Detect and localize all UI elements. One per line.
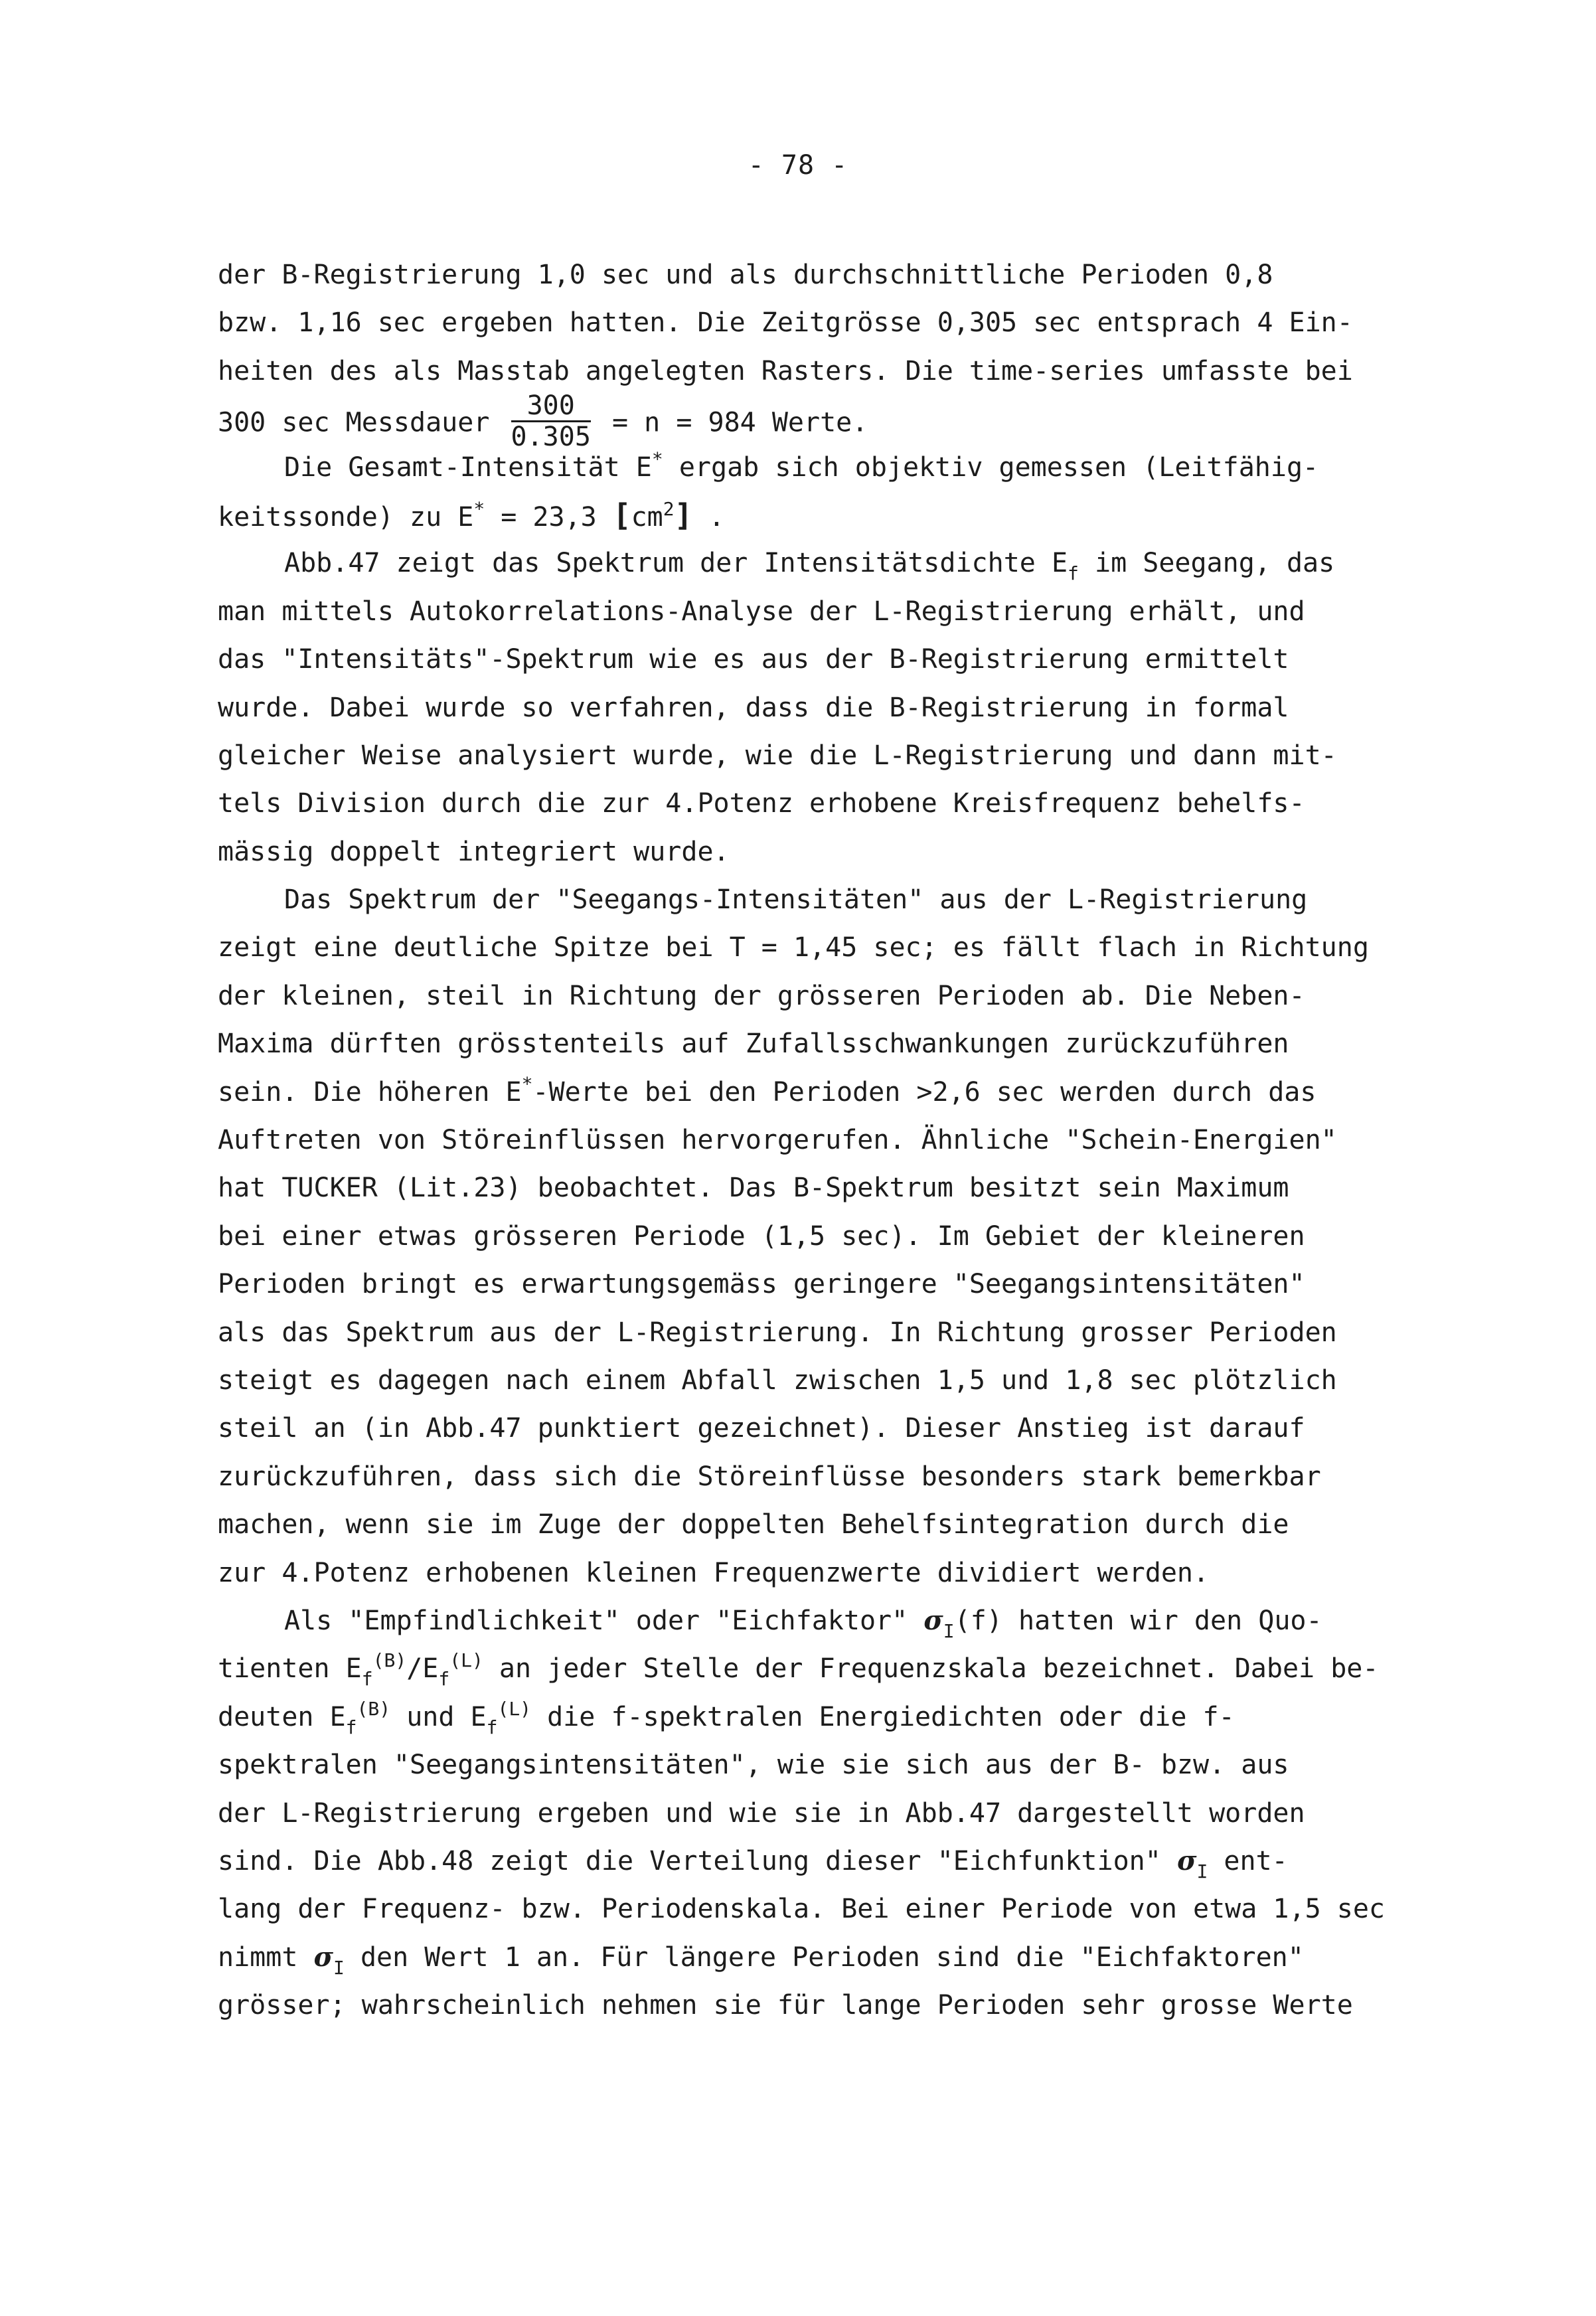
text-line: mässig doppelt integriert wurde.	[218, 836, 730, 867]
text-line: Abb.47 zeigt das Spektrum der Intensitätsdichte $E_f$ im Seegang, das	[284, 548, 1335, 585]
superscript-square: 2	[663, 497, 675, 520]
text-line: der kleinen, steil in Richtung der grösseren Perioden ab. Die Neben-	[218, 980, 1305, 1011]
text-line: sind. Die Abb.48 zeigt die Verteilung dieser "Eichfunktion" $\sigma_I$ ent-	[218, 1845, 1288, 1882]
superscript-star: *	[473, 497, 485, 520]
fraction	[511, 390, 591, 453]
text-line: zur 4.Potenz erhobenen kleinen Frequenzwerte dividiert werden.	[218, 1557, 1210, 1588]
body-text	[218, 251, 1479, 2029]
text-line: bei einer etwas grösseren Periode (1,5 sec). Im Gebiet der kleineren	[218, 1220, 1305, 1252]
text-line: lang der Frequenz- bzw. Periodenskala. Bei einer Periode von etwa 1,5 sec	[218, 1894, 1385, 1925]
text-line: tels Division durch die zur 4.Potenz erhobene Kreisfrequenz behelfs-	[218, 788, 1305, 819]
text-line: spektralen "Seegangsintensitäten", wie sie sich aus der B- bzw. aus	[218, 1750, 1289, 1781]
text-line: Die Gesamt-Intensität E* ergab sich objektiv gemessen (Leitfähig-	[284, 448, 1319, 483]
text-line: bzw. 1,16 sec ergeben hatten. Die Zeitgrösse 0,305 sec entsprach 4 Ein-	[218, 307, 1353, 339]
text-line: keitssonde) zu E* = 23,3 $[cm^2]$ .	[218, 497, 725, 533]
text-line: Maxima dürften grösstenteils auf Zufallsschwankungen zurückzuführen	[218, 1029, 1289, 1060]
subscript-f: f	[1068, 562, 1079, 585]
sigma-symbol: σ	[313, 1941, 334, 1973]
text-line: Perioden bringt es erwartungsgemäss geringere "Seegangsintensitäten"	[218, 1269, 1305, 1300]
text-line: wurde. Dabei wurde so verfahren, dass die B-Registrierung in formal	[218, 692, 1289, 723]
sigma-symbol: σ	[923, 1604, 943, 1636]
text-line: zurückzuführen, dass sich die Störeinflüsse besonders stark bemerkbar	[218, 1461, 1321, 1492]
superscript-star: *	[521, 1072, 533, 1095]
superscript-star: *	[651, 448, 663, 470]
bracket-close: ]	[674, 497, 693, 533]
text-line: steil an (in Abb.47 punktiert gezeichnet). Dieser Anstieg ist darauf	[218, 1413, 1305, 1444]
page-number: - 78 -	[748, 150, 848, 181]
text-line: gleicher Weise analysiert wurde, wie die L-Registrierung und dann mit-	[218, 740, 1337, 771]
bracket-open: [	[612, 497, 631, 533]
text-line: Als "Empfindlichkeit" oder "Eichfaktor" $\sigma_I(f)$ hatten wir den Quo-	[284, 1604, 1322, 1642]
text-line: nimmt $\sigma_I$ den Wert 1 an. Für längere Perioden sind die "Eichfaktoren"	[218, 1941, 1304, 1979]
text-line: Das Spektrum der "Seegangs-Intensitäten" aus der L-Registrierung	[284, 884, 1308, 916]
text-line: der B-Registrierung 1,0 sec und als durchschnittliche Perioden 0,8	[218, 260, 1273, 290]
text-line: zeigt eine deutliche Spitze bei T = 1,45 sec; es fällt flach in Richtung	[218, 932, 1369, 963]
text-line: heiten des als Masstab angelegten Rasters. Die time-series umfasste bei	[218, 355, 1353, 386]
text-line: machen, wenn sie im Zuge der doppelten Behelfsintegration durch die	[218, 1509, 1289, 1540]
text-line-with-fraction: 300 sec Messdauer $\frac{300}{0.305}$ = n = 984 Werte.	[218, 390, 868, 453]
fraction-denominator: 0.305	[511, 422, 591, 453]
text-line: sein. Die höheren E*-Werte bei den Perioden >2,6 sec werden durch das	[218, 1072, 1317, 1108]
text-line: deuten $E_f^{(B)}$ und $E_f^{(L)}$ die f-spektralen Energiedichten oder die f-	[218, 1697, 1235, 1738]
text-line: Auftreten von Störeinflüssen hervorgerufen. Ähnliche "Schein-Energien"	[218, 1125, 1337, 1156]
text-line: man mittels Autokorrelations-Analyse der L-Registrierung erhält, und	[218, 596, 1305, 627]
subscript-I: I	[943, 1619, 955, 1642]
text-line: steigt es dagegen nach einem Abfall zwischen 1,5 und 1,8 sec plötzlich	[218, 1365, 1337, 1396]
text-line: als das Spektrum aus der L-Registrierung. In Richtung grosser Perioden	[218, 1317, 1337, 1348]
text-line: grösser; wahrscheinlich nehmen sie für lange Perioden sehr grosse Werte	[218, 1990, 1353, 2021]
text-line: hat TUCKER (Lit.23) beobachtet. Das B-Spektrum besitzt sein Maximum	[218, 1173, 1289, 1204]
text-line: tienten $E_f^{(B)}/E_f^{(L)}$ an jeder Stelle der Frequenzskala bezeichnet. Dabei be-	[218, 1649, 1379, 1691]
sigma-symbol: σ	[1176, 1845, 1197, 1876]
text-line: der L-Registrierung ergeben und wie sie in Abb.47 dargestellt worden	[218, 1797, 1305, 1829]
fraction-numerator: 300	[511, 392, 591, 422]
text-line: das "Intensitäts"-Spektrum wie es aus der B-Registrierung ermittelt	[218, 644, 1289, 675]
